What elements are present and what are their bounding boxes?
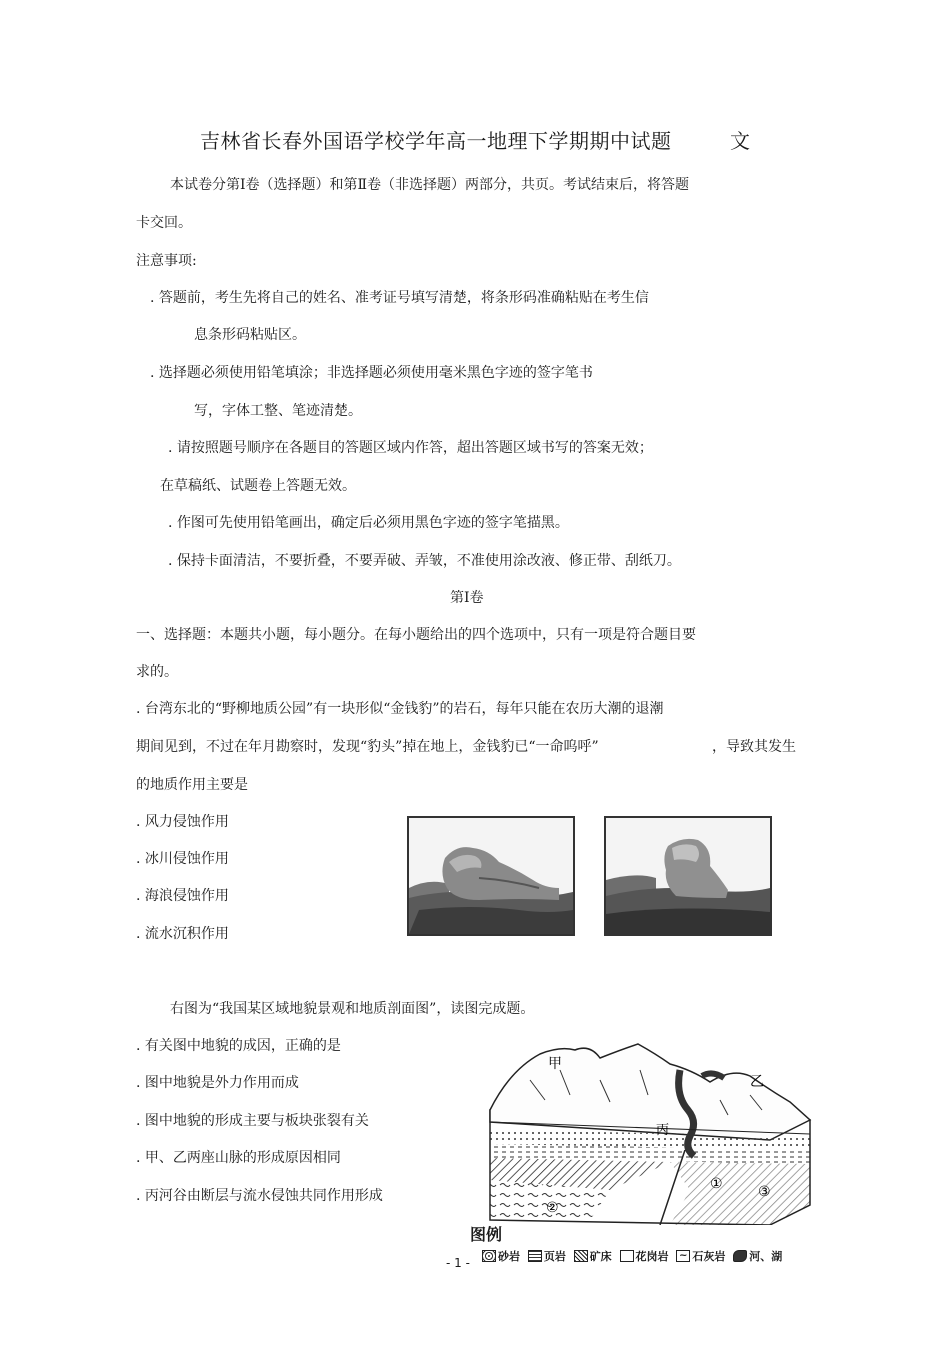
legend-granite-swatch (620, 1250, 634, 1262)
question-1-line-2: 期间见到，不过在年月勘察时，发现“豹头”掉在地上，金钱豹已“一命呜呼” (136, 739, 599, 755)
note-1-line-2: 息条形码粘贴区。 (194, 327, 306, 343)
volume-heading: 第Ⅰ卷 (450, 590, 484, 606)
section-1-line-1: 一、选择题：本题共小题，每小题分。在每小题给出的四个选项中，只有一项是符合题目要 (136, 627, 696, 643)
legend-limestone: 石灰岩 (692, 1250, 726, 1263)
q1-option-c: . 海浪侵蚀作用 (136, 888, 229, 904)
q1-option-b: . 冰川侵蚀作用 (136, 851, 229, 867)
note-1-line-1: . 答题前，考生先将自己的姓名、准考证号填写清楚，将条形码准确粘贴在考生信 (150, 290, 649, 306)
page-title: 吉林省长春外国语学校学年高一地理下学期期中试题 (200, 129, 672, 153)
intro-line-2: 卡交回。 (136, 215, 192, 231)
note-4: . 作图可先使用铅笔画出，确定后必须用黑色字迹的签字笔描黑。 (168, 515, 569, 531)
legend-sandstone: 砂岩 (498, 1250, 520, 1263)
q1-option-d: . 流水沉积作用 (136, 926, 229, 942)
legend-river-lake: 河、湖 (749, 1250, 783, 1263)
question-2-stem: . 有关图中地貌的成因，正确的是 (136, 1038, 341, 1054)
rock-photo-1 (407, 816, 575, 936)
note-5: . 保持卡面清洁，不要折叠，不要弄破、弄皱，不准使用涂改液、修正带、刮纸刀。 (168, 553, 681, 569)
label-circle-1: ① (710, 1176, 723, 1192)
legend-ore: 矿床 (589, 1250, 612, 1263)
q2-option-a: . 图中地貌是外力作用而成 (136, 1075, 299, 1091)
question-1-line-2-tail: ，导致其发生 (712, 739, 796, 755)
q1-option-a: . 风力侵蚀作用 (136, 814, 229, 830)
legend-limestone-swatch: ~ (676, 1250, 690, 1262)
question-1-line-1: . 台湾东北的“野柳地质公园”有一块形似“金钱豹”的岩石，每年只能在农历大潮的退潮 (136, 701, 664, 717)
q2-option-d: . 丙河谷由断层与流水侵蚀共同作用形成 (136, 1188, 383, 1204)
notes-heading: 注意事项: (136, 253, 197, 269)
legend-shale-swatch (528, 1250, 542, 1262)
question-1-line-3: 的地质作用主要是 (136, 777, 248, 793)
page-number: - 1 - (446, 1256, 470, 1270)
label-yi: 乙 (750, 1074, 764, 1090)
geologic-profile-diagram (470, 1040, 830, 1270)
legend-shale: 页岩 (543, 1250, 566, 1263)
legend-sandstone-swatch (482, 1250, 496, 1262)
rock-photo-2 (604, 816, 772, 936)
title-suffix: 文 (730, 129, 750, 153)
intro-line-1: 本试卷分第Ⅰ卷（选择题）和第Ⅱ卷（非选择题）两部分，共页。考试结束后，将答题 (170, 177, 690, 193)
note-2-line-1: . 选择题必须使用铅笔填涂；非选择题必须使用毫米黑色字迹的签字笔书 (150, 365, 593, 381)
label-jia: 甲 (548, 1056, 562, 1072)
label-bing: 丙 (656, 1123, 670, 1138)
legend-river-lake-swatch (733, 1250, 747, 1262)
q2-option-c: . 甲、乙两座山脉的形成原因相同 (136, 1150, 341, 1166)
note-3-line-1: . 请按照题号顺序在各题目的答题区域内作答，超出答题区域书写的答案无效； (168, 440, 653, 456)
label-circle-2: ② (546, 1200, 559, 1216)
legend-granite: 花岗岩 (635, 1250, 669, 1263)
diagram-legend (478, 1248, 782, 1264)
note-3-line-2: 在草稿纸、试题卷上答题无效。 (160, 478, 356, 494)
legend-title: 图例 (470, 1225, 503, 1244)
question-2-intro: 右图为“我国某区域地貌景观和地质剖面图”，读图完成题。 (170, 1001, 535, 1017)
note-2-line-2: 写，字体工整、笔迹清楚。 (194, 403, 362, 419)
legend-ore-swatch (574, 1250, 588, 1262)
q2-option-b: . 图中地貌的形成主要与板块张裂有关 (136, 1113, 369, 1129)
label-circle-3: ③ (758, 1184, 771, 1200)
section-1-line-2: 求的。 (136, 664, 178, 680)
